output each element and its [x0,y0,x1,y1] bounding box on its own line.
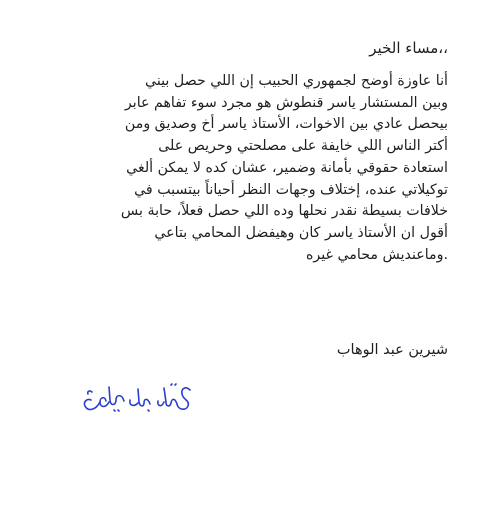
body-line-7: خلافات بسيطة نقدر نحلها وده اللي حصل فعلاً، حابة بس [120,203,448,220]
letter-body [28,38,448,266]
signature-drawing [78,376,198,418]
sender-name: شيرين عبد الوهاب [336,342,448,358]
body-line-6: توكيلاتي عنده، إختلاف وجهات النظر أحياناً بيتسبب في [134,181,448,198]
body-line-4: أكتر الناس اللي خايفة على مصلحتي وحريص على [158,138,448,155]
body-line-8: أقول ان الأستاذ ياسر كان وهيفضل المحامي بتاعي [154,224,448,241]
body-line-3: بيحصل عادي بين الاخوات، الأستاذ ياسر أخ وصديق ومن [124,116,448,133]
body-line-5: استعادة حقوقي بأمانة وضمير، عشان كده لا يمكن ألغي [126,159,448,176]
greeting: ،،مساء الخير [369,39,448,57]
body-line-2: وبين المستشار ياسر قنطوش هو مجرد سوء تفاهم عابر [124,94,448,111]
body-line-9: .وماعنديش محامي غيره [306,246,448,263]
body-line-1: أنا عاوزة أوضح لجمهوري الحبيب إن اللي حصل بيني [145,73,448,89]
handwritten-signature [78,376,198,418]
